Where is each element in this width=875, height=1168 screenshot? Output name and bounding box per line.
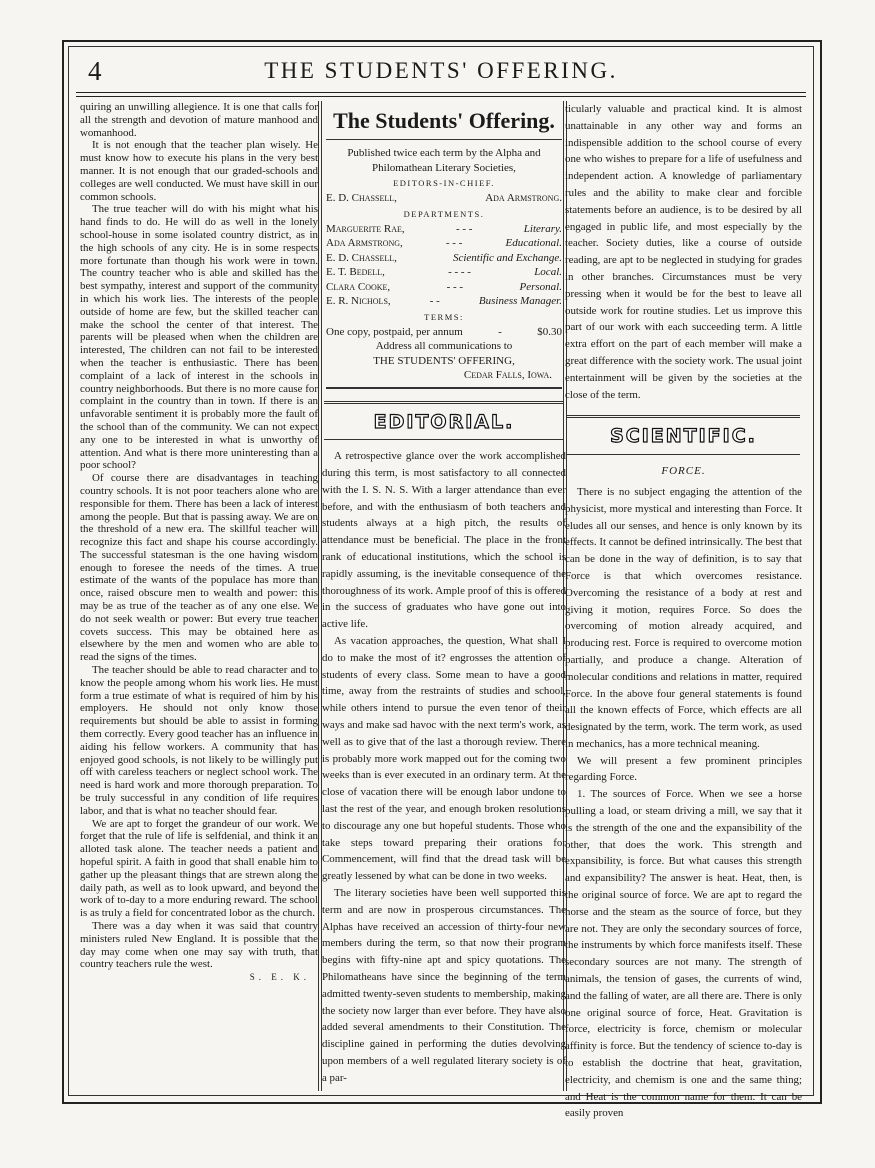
- address-city: Cedar Falls, Iowa.: [463, 369, 552, 381]
- department-row: [326, 294, 562, 309]
- department-row: [326, 265, 562, 280]
- address-line: Address all communications to: [375, 340, 513, 352]
- scientific-paragraph: 1. The sources of Force. When we see a horse pulling a load, or steam driving a mill, we say that it is the strength of the one and the expansibility of the other, that does the work. This strength and expansibility, is force. But what causes this strength and expansibility? The answer is heat. Heat, then, is the original source of force. We are apt to regard the horse and the steam as the source of force, but they are not. They are only the secondary sources of force, the instruments by which force manifests itself. These secondary sources are not many. The strength of animals, the tension of gases, the currents of wind, and the falling of water, are all there are. There is only one original source of force, Heat. Gravitation is force, electricity is force, chemism or molecular affinity is force. But the tendency of science to-day is to establish the doctrine that heat, gravitation, electricity, and chemism is one and the same thing; and Heat is the common name for them. It can be easily proven: [565, 788, 802, 1120]
- dash-leader: - - -: [455, 222, 473, 235]
- department-editor: Marguerite Rae,: [326, 222, 405, 235]
- department-name: Educational.: [505, 237, 562, 249]
- dash-leader: [397, 251, 453, 266]
- masthead-bottom-rule: [326, 387, 562, 389]
- terms-text: One copy, postpaid, per annum: [326, 325, 463, 338]
- column-scientific: [565, 101, 802, 1120]
- department-editor: E. T. Bedell,: [326, 266, 385, 278]
- editors-heading: EDITORS-IN-CHIEF.: [393, 178, 495, 188]
- masthead-title: The Students' Offering.: [326, 105, 562, 140]
- scientific-paragraph: There is no subject engaging the attention of the physicist, more mystical and interesting than Force. It eludes all our senses, and hence is only known by its effects. It cannot be defined intrinsically. The best that can be done in the way of definition, is to say that Force is that which overcomes resistance. Overcoming the resistance of a body at rest and giving it motion, requires Force. So does the overcoming of motion already acquired, and producing rest. Force is required to overcome motion partially, and produce a change. Alteration of molecular conditions and relations in matter, required Force. In the above four general statements is found all the known effects of Force, which effects are all designated by the term, work. The term work, as used in mechanics, has a more technical meaning.: [565, 485, 802, 750]
- department-editor: Ada Armstrong,: [326, 237, 403, 249]
- department-row: [326, 222, 562, 237]
- header-rule-top: [76, 92, 806, 93]
- editorial-paragraph: A retrospective glance over the work accomplished during this term, is most satisfactory to all connected with the I. S. N. S. With a larger attendance than ever before, and with the enthusiasm of both teachers and students always at a high pitch, the results of attendance must be beneficial. The place in the front rank of educational institutions, which the school is rapidly assuming, is the inevitable consequence of the thoroughness of its work. Ample proof of this is offered in the success of graduates who have gone out into active life.: [322, 450, 566, 631]
- article-paragraph: Of course there are disadvantages in teaching country schools. It is not poor teachers alone who are responsible for them. There has been a lack of interest among the people. But that is passing away. We are on the threshold of a new era. The skillful teacher will recognize this fact and shape his course accordingly. The successful statesman is the one having wisdom enough to foresee the needs of the times. A true estimate of the wants of the populace has more than once, raised obscure men to wealth and power: this may be as true of the teacher as of any one else. We do not seek wealth or power: But every true teacher covets success. This may be obtained here as elsewhere by the men and women who are able to read the signs of the times.: [80, 472, 318, 664]
- page-header: [76, 52, 806, 90]
- department-name: Local.: [534, 266, 562, 278]
- header-rule-bottom: [76, 96, 806, 97]
- dash-leader: - -: [429, 295, 440, 307]
- article-paragraph: The true teacher will do with his might what his hand finds to do. He will do as well in the lonely school-house in some isolated country district, as in the high schools of any city. He is in some respects more fortunate than though his work were in town. The country teacher who is able and skilled has the best sympathy, interest and support of the community in which his work lies. The interests of the people outside of home are few, but the skilled teacher can make the school the center of that interest. The parents will be pleased when when the children are interested, The children can not fail to be interested when the teacher is enthusiastic. There has been complaint of a lack of interest in the schools in country neighborhoods. But there is no more cause for complaint in the country than in town. If there is an unfavorable sentiment it is probably more the fault of the school than of the community. We can not expect any one to be interested in what is unworthy of attention. And what is there more uninteresting than a poor school?: [80, 203, 318, 472]
- department-name: Personal.: [519, 280, 562, 293]
- article-paragraph: There was a day when it was said that country ministers ruled New England. It is possible that the day may come when one may say with truth, that country teachers rule the west.: [80, 920, 318, 971]
- dash-leader: - - -: [445, 237, 463, 249]
- author-signature: S. E. K.: [249, 972, 310, 983]
- department-editor: Clara Cooke,: [326, 280, 391, 293]
- department-editor: E. D. Chassell,: [326, 251, 397, 264]
- department-name: Scientific and Exchange.: [452, 251, 562, 264]
- editorial-paragraph: The literary societies have been well supported this term and are now in prosperous circumstances. The Alphas have received an accession of thirty-four new members during the term, so that now their program begins with fifty-nine apt and spicy quotations. The Philomatheans have since the beginning of the term admitted twenty-seven students to membership, making the society now larger than ever before. They have also added several amendments to their Constitution. The discipline gained in performing the duties devolving upon members of a well regulated literary society is of a par-: [322, 887, 566, 1084]
- department-row: [326, 280, 562, 295]
- column-education-article: [80, 101, 318, 1091]
- editorial-paragraph: As vacation approaches, the question, What shall I do to make the most of it? engrosses the attention of students of every class. Some mean to have a good time, away from the restraints of studies and school, while others intend to pursue the even tenor of their ways and make sad havoc with the next term's work, as well as to give that of the last a thorough review. There is probably more work mapped out for the coming two weeks than is ever executed in an ordinary term. At the close of vacation there will be enough labor undone to last the rest of the year, and enough broken resolutions to discourage any one but hopeful students. Those who take steps toward preparing their orations for Commencement, will find that the dread task will be greatly lessened by what can be done in two weeks.: [322, 635, 566, 883]
- terms-row: [326, 325, 562, 340]
- article-paragraph: It is not enough that the teacher plan wisely. He must know how to execute his plans in the very best manner. It is not enough that our graded-schools and colleges are well conducted. We must have skill in our common schools.: [80, 139, 318, 203]
- page-number: 4: [88, 56, 102, 86]
- department-name: Business Manager.: [478, 295, 562, 307]
- editors-row: [326, 191, 562, 206]
- scientific-heading-box: [567, 415, 800, 455]
- address-name: THE STUDENTS' OFFERING,: [373, 354, 515, 367]
- departments-heading: DEPARTMENTS.: [403, 208, 485, 219]
- editorial-heading-box: [324, 401, 564, 441]
- editorial-continuation: ticularly valuable and practical kind. It is almost unattainable in any other way and forms an indispensible addition to the school course of every one who wishes to prepare for a life of usefulness and independent action. A knowledge of parliamentary rules and the ability to make clear and forcible statements before an audience, is to be desired by all engaged in public life, and most especially by the teacher. Society duties, like a course of outside reading, are apt to be neglected in studying for grades in other branches. Circumstances must be very pressing when it would be for the best to leave all outside work for routine studies. Let us improve this part of our work with each succeeding term. A little extra effort on the part of each member will make a great difference with the society work. The usual joint entertainment will be given by the societies at the close of the term.: [565, 103, 802, 401]
- editor-name: Ada Armstrong.: [485, 192, 562, 204]
- department-row: [326, 236, 562, 251]
- journal-title: THE STUDENTS' OFFERING.: [264, 58, 618, 83]
- dash-leader: -: [498, 325, 502, 338]
- scientific-heading: SCIENTIFIC.: [610, 425, 757, 448]
- masthead-box: [326, 105, 562, 389]
- terms-heading: TERMS:: [424, 311, 464, 322]
- terms-price: $0.30: [537, 325, 562, 338]
- publication-note: Published twice each term by the Alpha and Philomathean Literary Societies,: [347, 147, 541, 174]
- dash-leader: - - - -: [448, 266, 471, 278]
- department-editor: E. R. Nichols,: [326, 295, 391, 307]
- article-paragraph: We are apt to forget the grandeur of our work. We forget that the rule of life is selfdenial, and think it an alloted task alone. The teacher needs a patient and hopeful spirit. A faith in good that shall enable him to gather up the pleasant things that are strewn along the daily path, as well as to look upward, and beyond the work of to-day to a more enduring reward. The school is as truly a field for concentrated lobor as the church.: [80, 817, 318, 920]
- force-subheading: FORCE.: [661, 465, 706, 478]
- column-divider: [318, 101, 319, 1091]
- editorial-heading: EDITORIAL.: [373, 410, 515, 433]
- dash-leader: - - -: [446, 280, 464, 293]
- department-name: Literary.: [523, 222, 562, 235]
- column-masthead-editorial: [322, 101, 566, 1091]
- editor-name: E. D. Chassell,: [326, 192, 397, 204]
- department-row: [326, 251, 562, 266]
- article-paragraph: The teacher should be able to read character and to know the people among whom his work lies. He must form a true estimate of what is required of him by his employers. He should not only know those requirements but should be able to assist in forming them correctly. Every good teacher has an influence in aiding his fellow workers. A community that has enjoyed good schools, is not likely to be willingly put off with careless teachers or neglect school work. The need is hard work and more thorough preparation. To be truly successful in any condition of life requires labor, and that is what no teacher should fear.: [80, 664, 318, 817]
- scientific-paragraph: We will present a few prominent principles regarding Force.: [565, 754, 802, 784]
- article-paragraph: quiring an unwilling allegience. It is one that calls for all the strength and devotion of mature manhood and womanhood.: [80, 101, 318, 139]
